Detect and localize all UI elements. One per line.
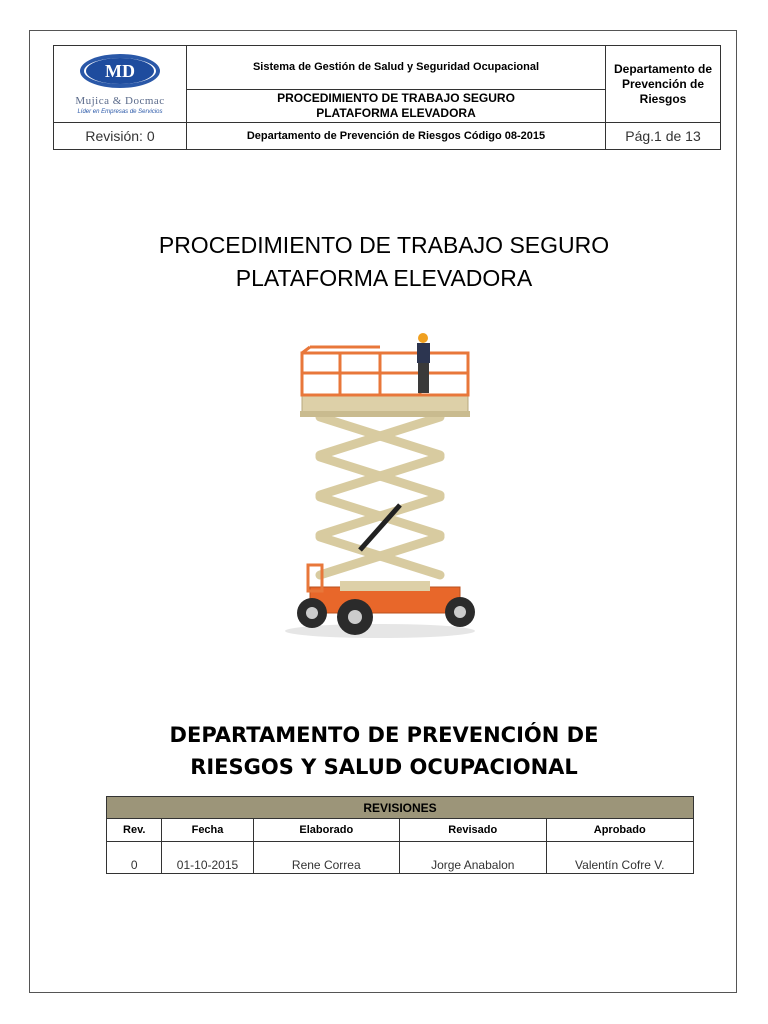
column-rev: Rev. (107, 819, 162, 842)
document-code: Departamento de Prevención de Riesgos Código 08-2015 (187, 123, 606, 150)
main-title-line-2: PLATAFORMA ELEVADORA (235, 265, 533, 291)
logo-tagline: Líder en Empresas de Servicios (77, 109, 163, 115)
procedure-title-cell (187, 89, 606, 122)
department-title-line-1: DEPARTAMENTO DE PREVENCIÓN DE (169, 723, 599, 747)
column-aprobado: Aprobado (546, 819, 694, 842)
page-number: Pág.1 de 13 (606, 123, 721, 150)
procedure-title-line-2: PLATAFORMA ELEVADORA (316, 105, 476, 120)
system-title: Sistema de Gestión de Salud y Seguridad Ocupacional (187, 46, 606, 90)
company-logo (54, 46, 186, 122)
revisions-title: REVISIONES (107, 797, 694, 819)
main-title-line-1: PROCEDIMIENTO DE TRABAJO SEGURO (158, 232, 610, 258)
document-header (53, 45, 721, 150)
scissor-lift-illustration (280, 325, 490, 643)
table-row (107, 842, 694, 874)
main-title (0, 229, 768, 295)
logo-initials: MD (86, 58, 154, 84)
cell-fecha: 01-10-2015 (162, 842, 253, 874)
procedure-title-line-1: PROCEDIMIENTO DE TRABAJO SEGURO (277, 90, 515, 105)
cell-rev: 0 (107, 842, 162, 874)
column-revisado: Revisado (400, 819, 546, 842)
cell-elaborado: Rene Correa (253, 842, 400, 874)
revisions-table (106, 796, 694, 874)
cell-revisado: Jorge Anabalon (400, 842, 546, 874)
department-line-2: Prevención de (621, 77, 705, 91)
logo-cell (54, 46, 187, 123)
revision-label: Revisión: 0 (54, 123, 187, 150)
department-cell (606, 46, 721, 123)
department-title-line-2: RIESGOS Y SALUD OCUPACIONAL (190, 755, 578, 779)
department-title (0, 719, 768, 783)
column-fecha: Fecha (162, 819, 253, 842)
cell-aprobado: Valentín Cofre V. (546, 842, 694, 874)
column-elaborado: Elaborado (253, 819, 400, 842)
department-line-1: Departamento de (613, 62, 713, 76)
department-line-3: Riesgos (639, 92, 687, 106)
logo-company-name: Mujica & Docmac (75, 95, 165, 107)
